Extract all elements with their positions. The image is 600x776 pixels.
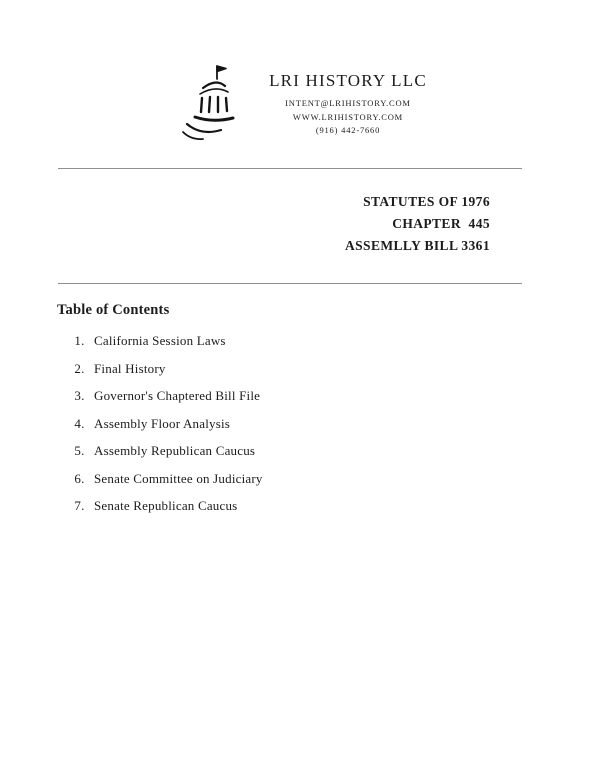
company-name: LRI HISTORY LLC — [269, 71, 427, 91]
letterhead — [0, 0, 600, 146]
toc-item: 4. Assembly Floor Analysis — [88, 416, 600, 432]
toc-item: 6. Senate Committee on Judiciary — [88, 471, 600, 487]
toc-list — [57, 333, 600, 514]
chapter-line: CHAPTER 445 — [392, 216, 490, 231]
capitol-sketch-icon — [173, 62, 245, 146]
statute-reference — [0, 169, 600, 257]
table-of-contents — [0, 284, 600, 514]
company-website: WWW.LRIHISTORY.COM — [292, 111, 404, 122]
toc-item: 7. Senate Republican Caucus — [88, 498, 600, 514]
company-phone: (916) 442-7660 — [315, 125, 381, 136]
toc-item: 3. Governor's Chaptered Bill File — [88, 388, 600, 404]
toc-item: 1. California Session Laws — [88, 333, 600, 349]
company-email: INTENT@LRIHISTORY.COM — [285, 98, 411, 109]
bill-line: ASSEMLLY BILL 3361 — [344, 238, 490, 253]
statutes-line: STATUTES OF 1976 — [363, 194, 490, 209]
toc-item: 2. Final History — [88, 361, 600, 377]
letterhead-text — [269, 70, 427, 138]
toc-title: Table of Contents — [57, 302, 170, 318]
toc-item: 5. Assembly Republican Caucus — [88, 443, 600, 459]
